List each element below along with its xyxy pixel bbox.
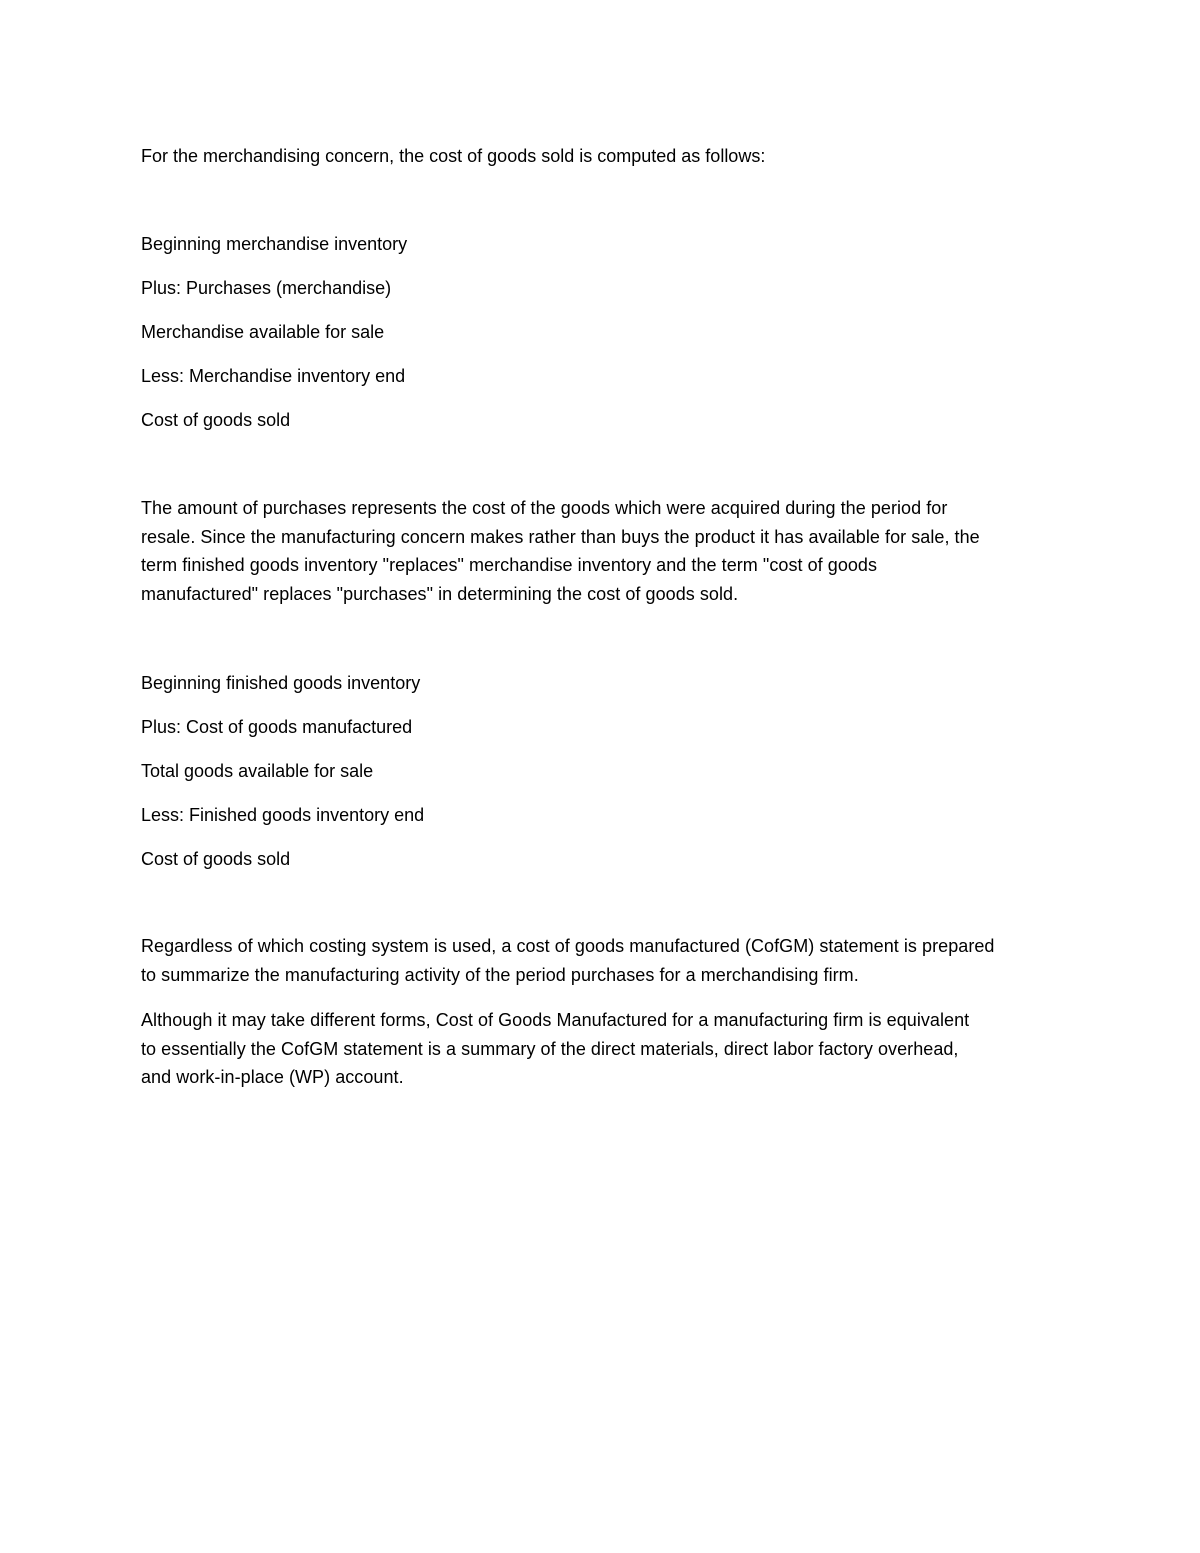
merch-line-purchases: Plus: Purchases (merchandise) — [141, 278, 392, 298]
merch-line-beginning-inventory: Beginning merchandise inventory — [141, 234, 408, 254]
paragraph-cofgm-forms — [141, 1006, 1066, 1092]
paragraph-line: to summarize the manufacturing activity of the period purchases for a merchandising firm. — [141, 964, 859, 985]
mfg-line-total-available-for-sale: Total goods available for sale — [141, 761, 374, 781]
paragraph-line: Although it may take different forms, Cost of Goods Manufactured for a manufacturing firm is equivalent — [141, 1010, 970, 1030]
mfg-line-beginning-finished-goods: Beginning finished goods inventory — [141, 673, 421, 693]
paragraph-cofgm-statement — [141, 932, 1066, 989]
mfg-line-cost-of-goods-sold: Cost of goods sold — [141, 849, 291, 869]
paragraph-line: The amount of purchases represents the cost of the goods which were acquired during the period for — [141, 498, 948, 518]
merch-line-cost-of-goods-sold: Cost of goods sold — [141, 410, 291, 430]
paragraph-purchases-explanation — [141, 494, 1066, 608]
mfg-line-cost-of-goods-manufactured: Plus: Cost of goods manufactured — [141, 717, 413, 737]
intro-sentence: For the merchandising concern, the cost of goods sold is computed as follows: — [141, 146, 766, 166]
merch-line-available-for-sale: Merchandise available for sale — [141, 322, 385, 342]
paragraph-line: Regardless of which costing system is used, a cost of goods manufactured (CofGM) statement is prepared — [141, 936, 995, 956]
merch-line-ending-inventory: Less: Merchandise inventory end — [141, 366, 406, 386]
paragraph-line: resale. Since the manufacturing concern makes rather than buys the product it has available for sale, the — [141, 526, 980, 547]
paragraph-line: manufactured" replaces "purchases" in determining the cost of goods sold. — [141, 583, 739, 604]
paragraph-line: and work-in-place (WP) account. — [141, 1067, 404, 1087]
paragraph-line: term finished goods inventory "replaces" merchandise inventory and the term "cost of goods — [141, 555, 878, 575]
mfg-line-finished-goods-end: Less: Finished goods inventory end — [141, 805, 425, 825]
paragraph-line: to essentially the CofGM statement is a summary of the direct materials, direct labor factory overhead, — [141, 1038, 959, 1059]
